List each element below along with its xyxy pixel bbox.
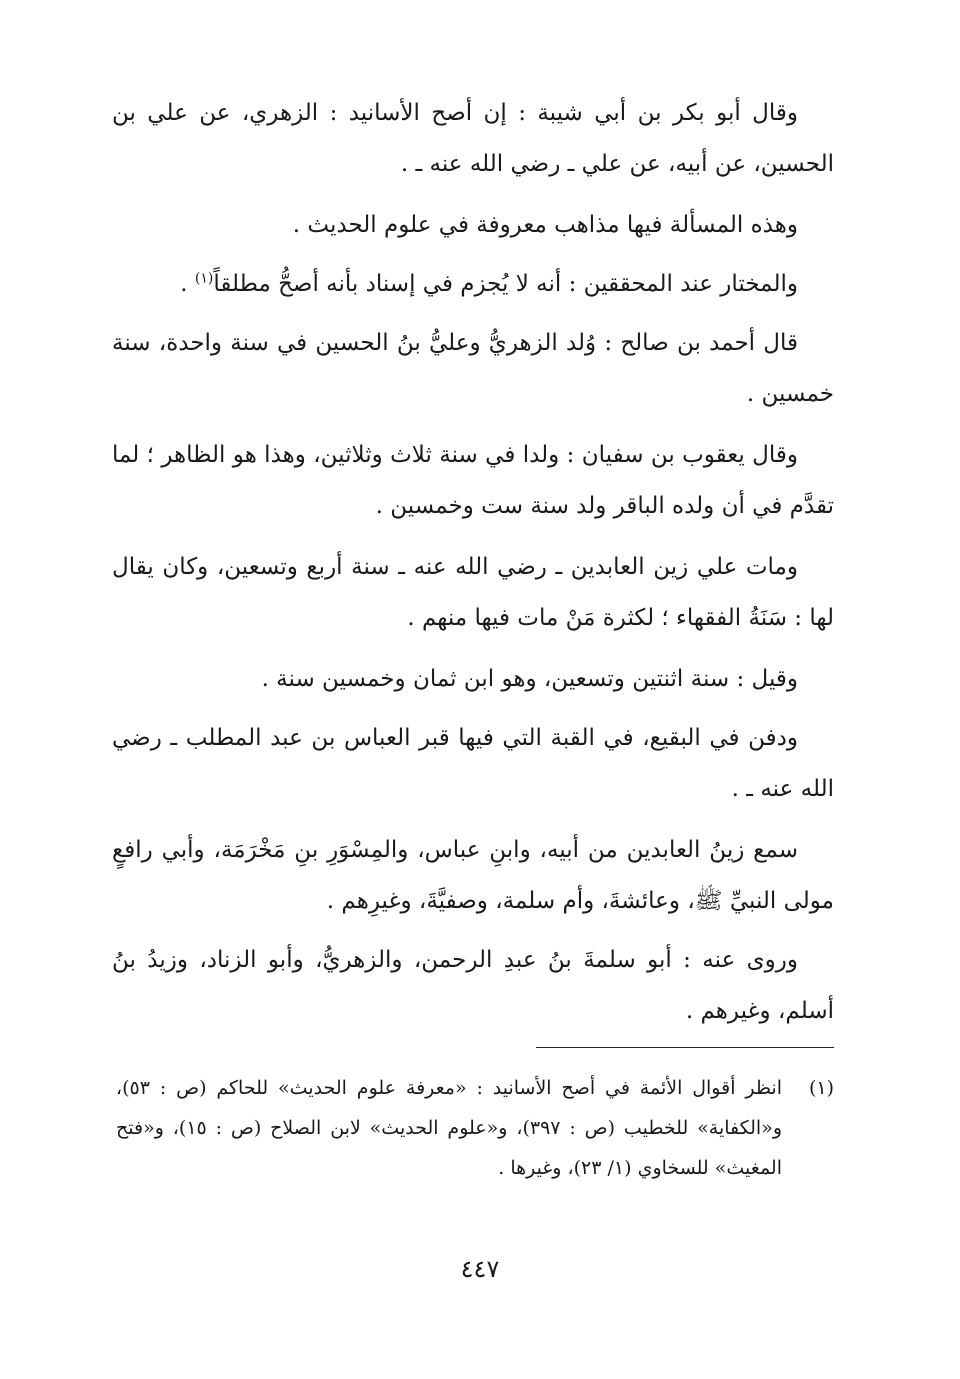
paragraph: وروى عنه : أبو سلمةَ بنُ عبدِ الرحمن، والزهريُّ، وأبو الزناد، وزيدُ بنُ أسلم، وغيرهم .	[112, 947, 834, 1024]
footnote-separator	[536, 1047, 834, 1048]
paragraph-end: .	[180, 271, 195, 297]
paragraph: وقيل : سنة اثنتين وتسعين، وهو ابن ثمان وخمسين سنة .	[261, 666, 798, 692]
paragraph-text: والمختار عند المحققين : أنه لا يُجزم في إسناد بأنه أصحُّ مطلقاً	[213, 271, 798, 297]
footnotes	[116, 1068, 834, 1188]
footnote-reference: (١)	[194, 270, 214, 287]
paragraph: وهذه المسألة فيها مذاهب معروفة في علوم الحديث .	[292, 212, 798, 238]
page-number: ٤٤٧	[460, 1255, 500, 1283]
footnote-number: (١)	[808, 1077, 834, 1099]
paragraph: وقال أبو بكر بن أبي شيبة : إن أصح الأسانيد : الزهري، عن علي بن الحسين، عن أبيه، عن علي ـ رضي الله عنه ـ .	[112, 100, 834, 177]
paragraph: وقال يعقوب بن سفيان : ولدا في سنة ثلاث وثلاثين، وهذا هو الظاهر ؛ لما تقدَّم في أن ولده الباقر ولد سنة ست وخمسين .	[112, 442, 834, 519]
main-text	[112, 88, 834, 1047]
paragraph: سمع زينُ العابدين من أبيه، وابنِ عباس، والمِسْوَرِ بنِ مَخْرَمَة، وأبي رافعٍ مولى النبيِّ ﷺ، وعائشةَ، وأم سلمة، وصفيَّةَ، وغيرِهم .	[112, 837, 834, 914]
footnote	[116, 1068, 834, 1188]
paragraph: ومات علي زين العابدين ـ رضي الله عنه ـ سنة أربع وتسعين، وكان يقال لها : سَنَةُ الفقهاء ؛ لكثرة مَنْ مات فيها منهم .	[112, 554, 834, 631]
paragraph-with-footnote	[112, 259, 834, 310]
paragraph: قال أحمد بن صالح : وُلد الزهريُّ وعليُّ بنُ الحسين في سنة واحدة، سنة خمسين .	[112, 330, 834, 407]
paragraph: ودفن في البقيع، في القبة التي فيها قبر العباس بن عبد المطلب ـ رضي الله عنه ـ .	[112, 725, 834, 802]
footnote-text: انظر أقوال الأئمة في أصح الأسانيد : «معرفة علوم الحديث» للحاكم (ص : ٥٣)، و«الكفاية» للخطيب (ص : ٣٩٧)، و«علوم الحديث» لابن الصلاح (ص : ١٥)، و«فتح المغيث» للسخاوي (١/ ٢٣)، وغيرها .	[116, 1077, 782, 1179]
